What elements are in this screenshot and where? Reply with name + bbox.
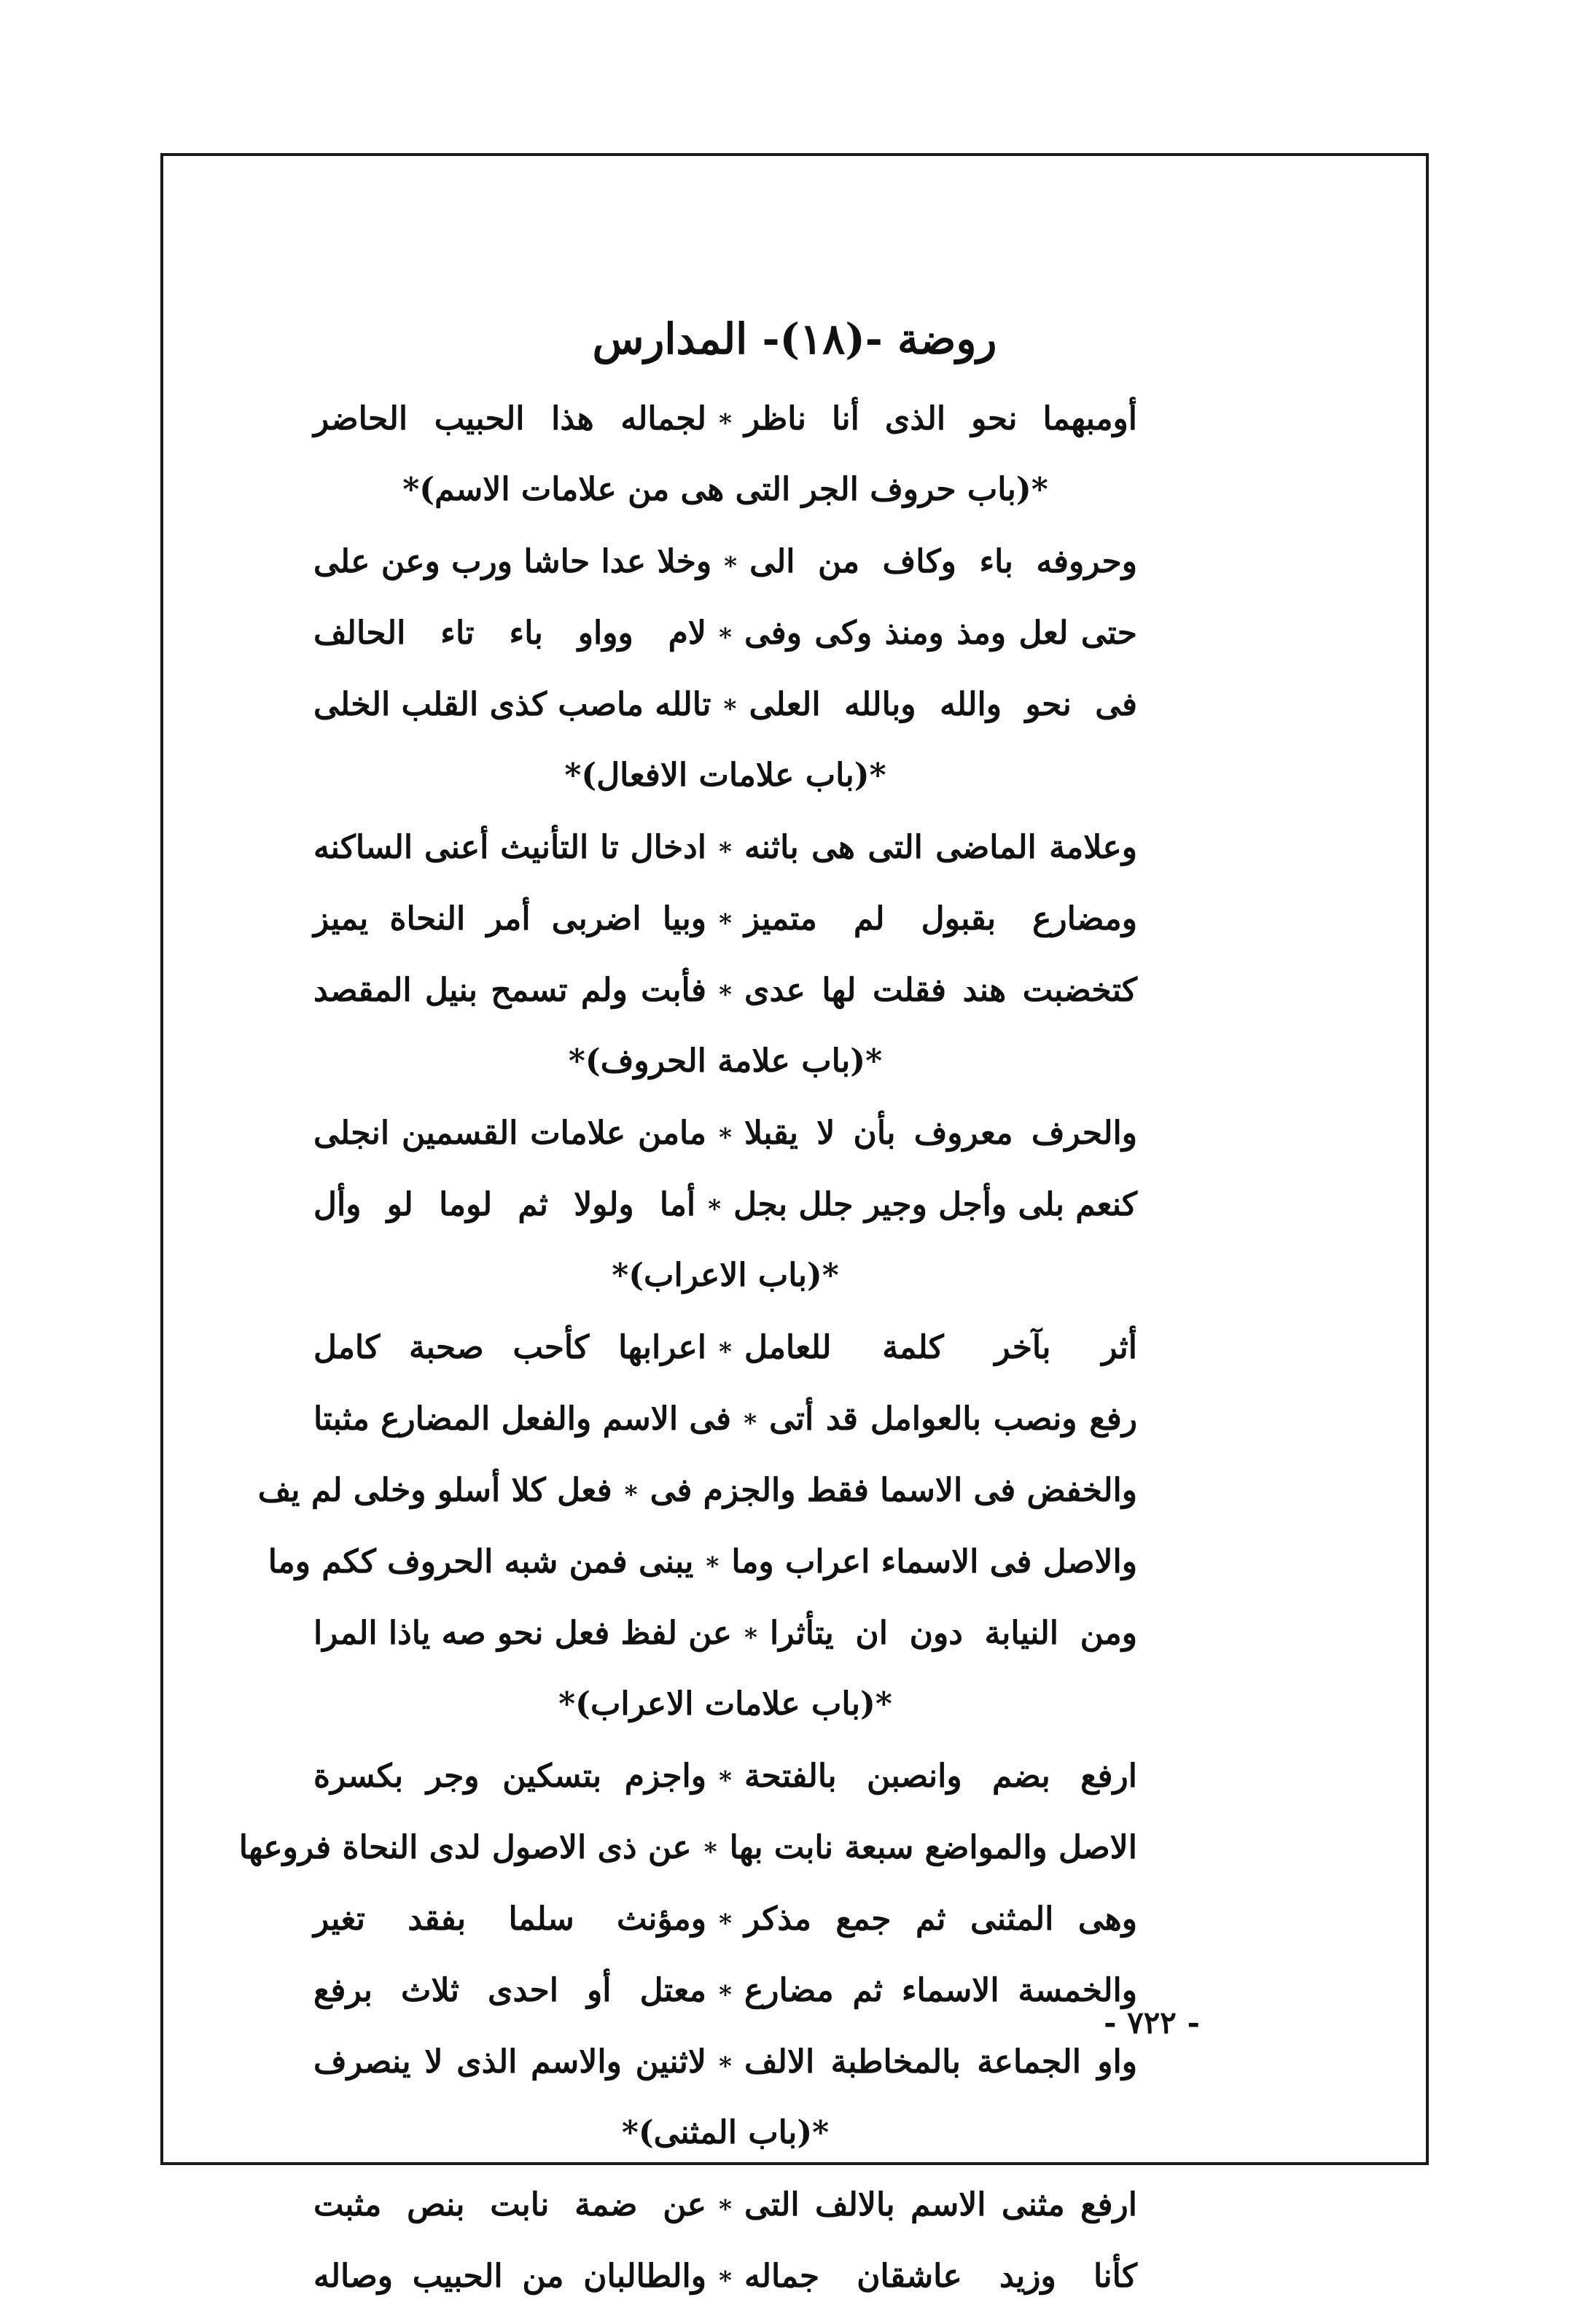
first-hemistich: كأنا وزيد عاشقان جماله <box>744 2257 1137 2295</box>
second-hemistich: اعرابها كأحب صحبة كامل <box>313 1328 706 1366</box>
star-separator-icon: ∗ <box>721 690 739 719</box>
star-separator-icon: ∗ <box>741 1404 759 1433</box>
verse-line <box>257 1454 1137 1526</box>
verse-line <box>313 1169 1137 1240</box>
first-hemistich: ومضارع بقبول لم متميز <box>744 900 1137 937</box>
second-hemistich: وخلا عدا حاشا ورب وعن على <box>313 542 712 580</box>
page-header: روضة -(١٨)- المدارس <box>592 314 997 364</box>
second-hemistich: عن ضمة نابت بنص مثبت <box>313 2185 706 2223</box>
verse-line <box>238 1812 1137 1883</box>
first-hemistich: وعلامة الماضى التى هى باثنه <box>744 828 1137 866</box>
verse-line <box>313 811 1137 883</box>
first-hemistich: والخفض فى الاسما فقط والجزم فى <box>650 1471 1137 1509</box>
star-separator-icon: ∗ <box>717 2047 734 2076</box>
first-hemistich: رفع ونصب بالعوامل قد أتى <box>769 1400 1137 1438</box>
star-separator-icon: ∗ <box>717 1761 734 1790</box>
second-hemistich: معتل أو احدى ثلاث برفع <box>313 1971 706 2009</box>
section-heading: *(باب علامة الحروف)* <box>568 1042 883 1080</box>
second-hemistich: وبيا اضربى أمر النحاة يميز <box>313 900 706 937</box>
star-separator-icon: ∗ <box>717 1976 734 2005</box>
first-hemistich: ارفع مثنى الاسم بالالف التى <box>744 2185 1137 2223</box>
first-hemistich: كتخضبت هند فقلت لها عدى <box>744 971 1137 1009</box>
verse-line <box>313 1954 1137 2026</box>
first-hemistich: الاصل والمواضع سبعة نابت بها <box>729 1828 1137 1866</box>
first-hemistich: والاصل فى الاسماء اعراب وما <box>731 1543 1137 1580</box>
first-hemistich: وحروفه باء وكاف من الى <box>749 542 1137 580</box>
verse-line <box>313 383 1137 454</box>
first-hemistich: أومبهما نحو الذى أنا ناظر <box>744 399 1137 437</box>
first-hemistich: فى نحو والله وبالله العلى <box>749 685 1137 723</box>
section-heading: *(باب المثنى)* <box>621 2114 830 2151</box>
page-number: - ٧٢٢ - <box>1104 2005 1200 2040</box>
second-hemistich: أما ولولا ثم لوما لو وأل <box>313 1185 696 1223</box>
star-separator-icon: ∗ <box>706 1190 723 1219</box>
star-separator-icon: ∗ <box>717 404 734 433</box>
first-hemistich: ومن النيابة دون ان يتأثرا <box>770 1614 1137 1652</box>
star-separator-icon: ∗ <box>717 975 734 1005</box>
first-hemistich: واو الجماعة بالمخاطبة الالف <box>744 2043 1137 2081</box>
second-hemistich: واجزم بتسكين وجر بكسرة <box>313 1757 706 1795</box>
section-heading: *(باب علامات الافعال)* <box>564 757 886 794</box>
star-separator-icon: ∗ <box>717 2190 734 2219</box>
star-separator-icon: ∗ <box>717 2261 734 2290</box>
section-heading: *(باب الاعراب)* <box>612 1257 839 1294</box>
first-hemistich: أثر بآخر كلمة للعامل <box>744 1328 1137 1366</box>
verse-line <box>313 954 1137 1026</box>
verse-line <box>313 1097 1137 1169</box>
verse-line <box>313 668 1137 740</box>
star-separator-icon: ∗ <box>717 1333 734 1362</box>
second-hemistich: ادخال تا التأنيث أعنى الساكنه <box>313 828 706 866</box>
first-hemistich: والخمسة الاسماء ثم مضارع <box>744 1971 1137 2009</box>
verse-line <box>313 1383 1137 1454</box>
second-hemistich: لجماله هذا الحبيب الحاضر <box>313 399 706 437</box>
poem-body <box>238 383 1137 2312</box>
verse-line <box>313 1311 1137 1383</box>
first-hemistich: وهى المثنى ثم جمع مذكر <box>744 1900 1137 1938</box>
second-hemistich: فى الاسم والفعل المضارع مثبتا <box>313 1400 732 1438</box>
verse-line <box>313 1740 1137 1812</box>
verse-line <box>313 2240 1137 2312</box>
second-hemistich: عن لفظ فعل نحو صه ياذا المرا <box>313 1614 733 1652</box>
second-hemistich: عن ذى الاصول لدى النحاة فروعها <box>238 1828 692 1866</box>
verse-line <box>313 2169 1137 2240</box>
first-hemistich: حتى لعل ومذ ومنذ وكى وفى <box>744 614 1137 652</box>
star-separator-icon: ∗ <box>717 618 734 647</box>
verse-line <box>313 883 1137 954</box>
star-separator-icon: ∗ <box>701 1833 719 1862</box>
verse-line <box>313 2026 1137 2097</box>
second-hemistich: والطالبان من الحبيب وصاله <box>313 2257 706 2295</box>
first-hemistich: والحرف معروف بأن لا يقبلا <box>744 1114 1137 1152</box>
second-hemistich: فأبت ولم تسمح بنيل المقصد <box>313 971 706 1009</box>
star-separator-icon: ∗ <box>717 904 734 933</box>
second-hemistich: لام وواو باء تاء الحالف <box>313 614 706 652</box>
star-separator-icon: ∗ <box>717 1118 734 1147</box>
first-hemistich: كنعم بلى وأجل وجير جلل بجل <box>733 1185 1137 1223</box>
verse-line <box>313 1597 1137 1669</box>
star-separator-icon: ∗ <box>703 1547 722 1576</box>
second-hemistich: يبنى فمن شبه الحروف ككم وما <box>268 1543 694 1580</box>
second-hemistich: ومؤنث سلما بفقد تغير <box>313 1900 706 1938</box>
verse-line <box>313 597 1137 668</box>
star-separator-icon: ∗ <box>717 1904 734 1933</box>
first-hemistich: ارفع بضم وانصبن بالفتحة <box>744 1757 1137 1795</box>
second-hemistich: مامن علامات القسمين انجلى <box>313 1114 706 1152</box>
verse-line <box>313 1883 1137 1954</box>
section-heading: *(باب حروف الجر التى هى من علامات الاسم)* <box>402 471 1048 508</box>
star-separator-icon: ∗ <box>742 1618 760 1648</box>
star-separator-icon: ∗ <box>717 832 734 862</box>
verse-line <box>313 526 1137 597</box>
second-hemistich: تالله ماصب كذى القلب الخلى <box>313 685 711 723</box>
star-separator-icon: ∗ <box>622 1475 640 1505</box>
second-hemistich: لاثنين والاسم الذى لا ينصرف <box>313 2043 706 2081</box>
section-heading: *(باب علامات الاعراب)* <box>558 1685 892 1723</box>
star-separator-icon: ∗ <box>722 547 739 576</box>
second-hemistich: فعل كلا أسلو وخلى لم يف <box>257 1471 612 1509</box>
verse-line <box>268 1526 1137 1597</box>
